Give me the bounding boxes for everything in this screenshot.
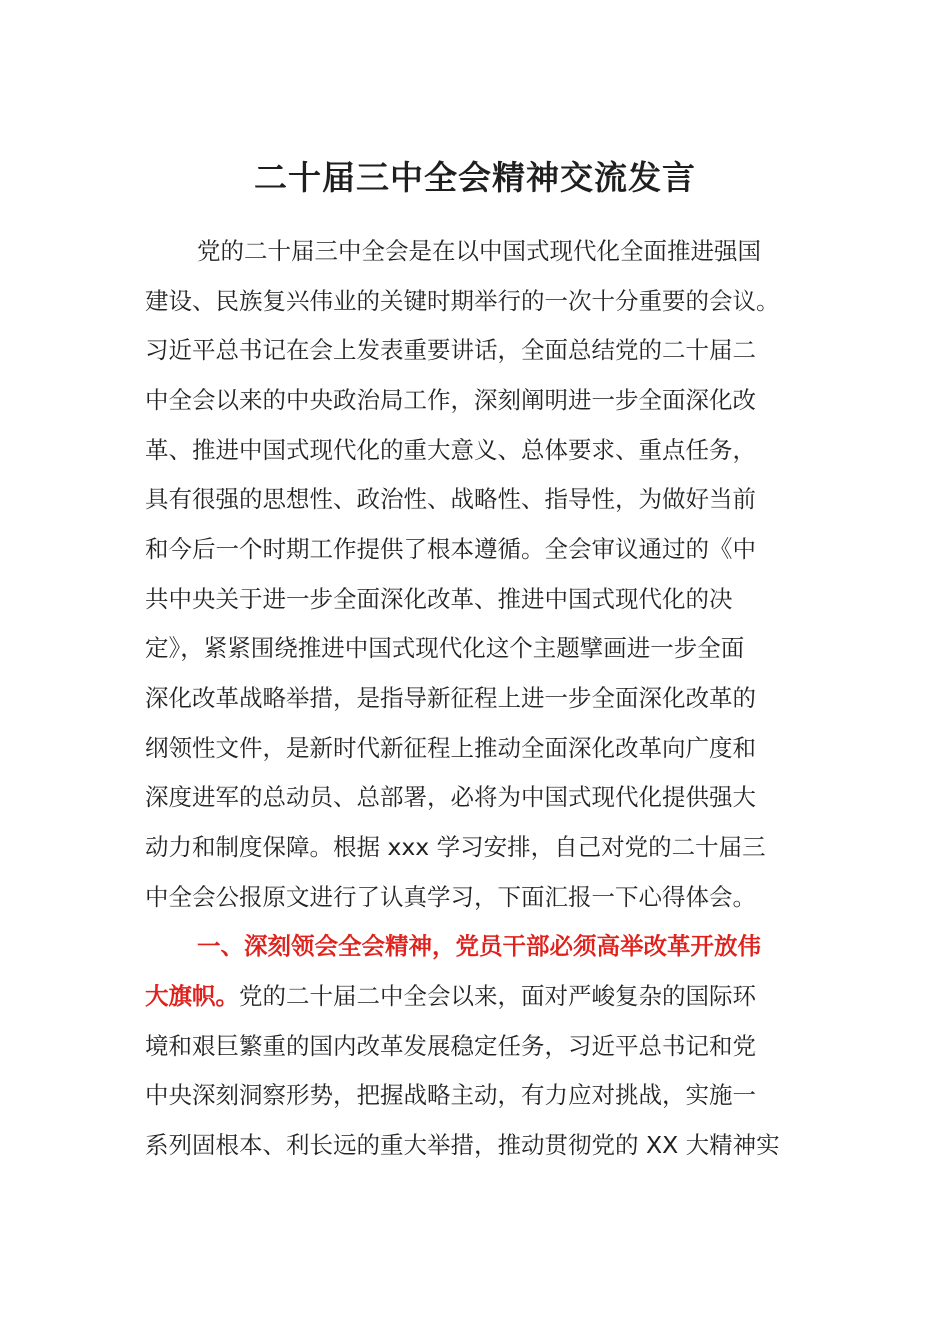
paragraph-line: 中全会公报原文进行了认真学习，下面汇报一下心得体会。 [145,883,756,911]
paragraph-line: 系列固根本、利长远的重大举措，推动贯彻党的 XX 大精神实 [145,1131,780,1159]
document-title: 二十届三中全会精神交流发言 [254,158,696,197]
paragraph-line [145,976,825,1016]
paragraph-line: 革、推进中国式现代化的重大意义、总体要求、重点任务， [145,436,756,464]
paragraph-line: 建设、民族复兴伟业的关键时期举行的一次十分重要的会议。 [145,287,780,315]
paragraph-line: 动力和制度保障。根据 xxx 学习安排，自己对党的二十届三 [145,833,766,861]
section-heading: 一、深刻领会全会精神，党员干部必须高举改革开放伟 [197,932,761,960]
paragraph-line: 定》，紧紧围绕推进中国式现代化这个主题擘画进一步全面 [145,634,745,662]
paragraph-line: 纲领性文件，是新时代新征程上推动全面深化改革向广度和 [145,734,756,762]
section-heading-end: 大旗帜。 [145,982,239,1010]
paragraph-line: 深度进军的总动员、总部署，必将为中国式现代化提供强大 [145,783,756,811]
paragraph-line: 深化改革战略举措，是指导新征程上进一步全面深化改革的 [145,684,756,712]
paragraph-line: 共中央关于进一步全面深化改革、推进中国式现代化的决 [145,585,733,613]
paragraph-line: 中全会以来的中央政治局工作，深刻阐明进一步全面深化改 [145,386,756,414]
paragraph-line: 党的二十届三中全会是在以中国式现代化全面推进强国 [197,237,761,265]
paragraph-line: 中央深刻洞察形势，把握战略主动，有力应对挑战，实施一 [145,1081,756,1109]
paragraph-line: 和今后一个时期工作提供了根本遵循。全会审议通过的《中 [145,535,756,563]
paragraph-line: 境和艰巨繁重的国内改革发展稳定任务，习近平总书记和党 [145,1032,756,1060]
paragraph-line: 习近平总书记在会上发表重要讲话，全面总结党的二十届二 [145,336,756,364]
paragraph-line: 具有很强的思想性、政治性、战略性、指导性，为做好当前 [145,485,756,513]
paragraph-text: 党的二十届二中全会以来，面对严峻复杂的国际环 [239,982,756,1010]
